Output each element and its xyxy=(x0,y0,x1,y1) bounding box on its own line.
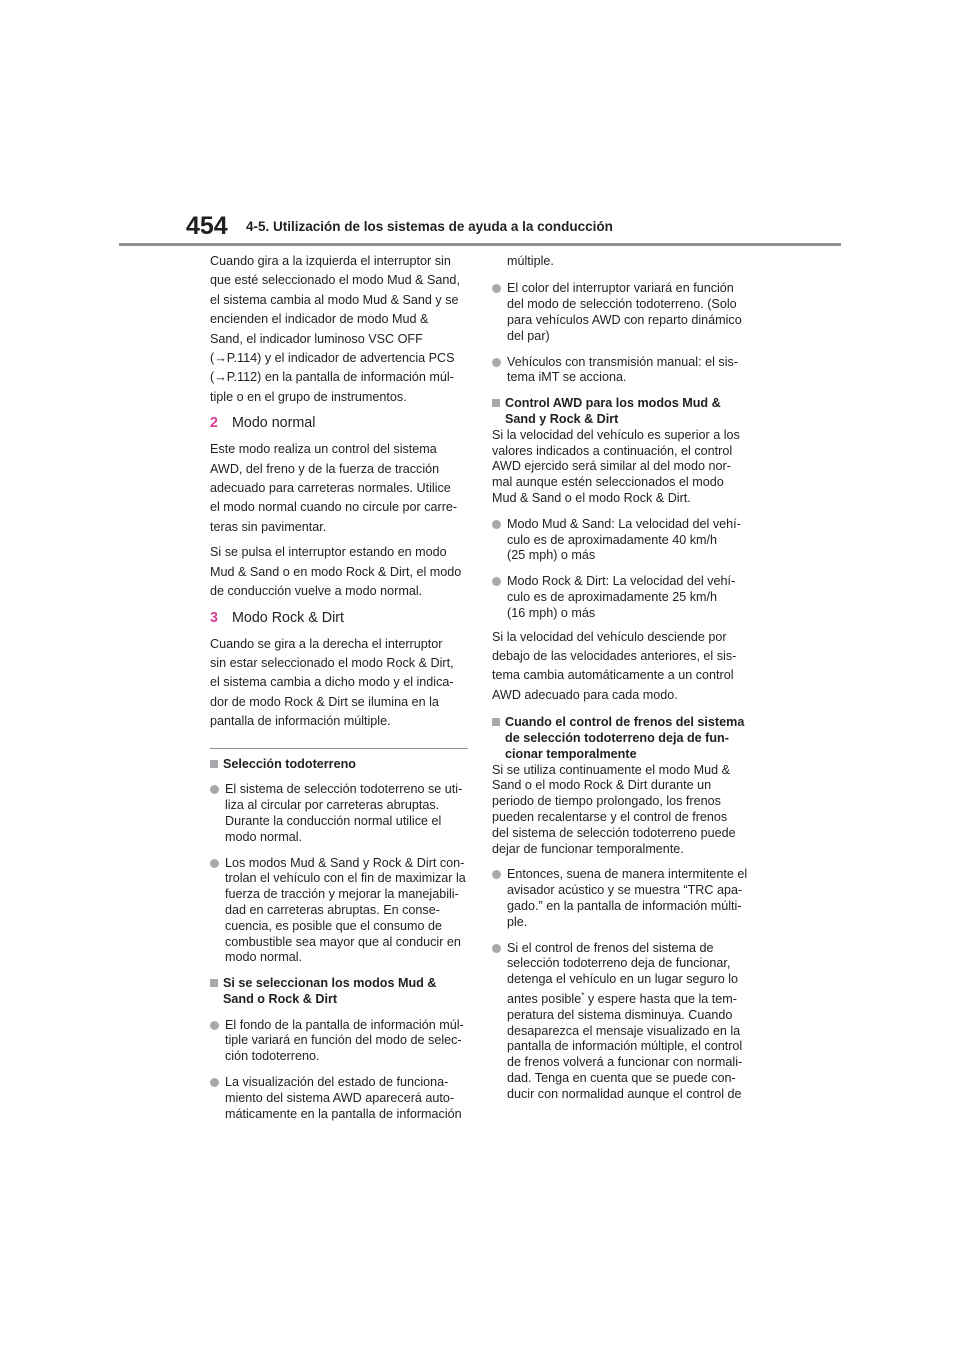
text-line: combustible sea mayor que al conducir en xyxy=(225,934,461,949)
awd-paragraph-2 xyxy=(492,628,750,706)
mode-number: 2 xyxy=(210,415,218,432)
bullet-item xyxy=(492,355,750,387)
text-line: encienden el indicador de modo Mud & xyxy=(210,312,429,327)
mode-number: 3 xyxy=(210,609,218,626)
text-line: valores indicados a continuación, el control xyxy=(492,443,733,458)
text-fragment: y espere hasta que la tem- xyxy=(584,991,737,1006)
heading-text: Control AWD para los modos Mud & xyxy=(505,396,721,411)
text-line: mal aunque estén seleccionados el modo xyxy=(492,475,724,490)
text-line: Cuando se gira a la derecha el interruptor xyxy=(210,636,443,651)
text-line: modo normal. xyxy=(225,829,302,844)
footnote-marker: * xyxy=(581,990,585,1000)
text-line: Si el control de frenos del sistema de xyxy=(507,940,714,955)
continued-text: múltiple. xyxy=(507,254,554,268)
text-line: El color del interruptor variará en función xyxy=(507,281,734,296)
text-line: pantalla de información múltiple, el control xyxy=(507,1039,743,1054)
intro-paragraph xyxy=(210,252,468,407)
heading-text: Sand y Rock & Dirt xyxy=(505,411,619,426)
bullet-item xyxy=(492,867,750,930)
text-line: detenga el vehículo en un lugar seguro lo xyxy=(507,972,739,987)
text-line: El fondo de la pantalla de información múl- xyxy=(225,1017,464,1032)
circle-bullet-icon xyxy=(210,1078,219,1087)
text-line: dad. Tenga en cuenta que se puede con- xyxy=(507,1070,736,1085)
text-line: Los modos Mud & Sand y Rock & Dirt con- xyxy=(225,855,465,870)
heading-text: Cuando el control de frenos del sistema xyxy=(505,715,745,730)
square-bullet-icon xyxy=(210,760,218,768)
text-line: ple. xyxy=(507,914,528,929)
text-line: La visualización del estado de funciona- xyxy=(225,1075,449,1090)
mode-rock-dirt-heading xyxy=(210,608,468,629)
brake-paragraph xyxy=(492,763,750,858)
text-line: del modo de selección todoterreno. (Solo xyxy=(507,297,737,312)
text-line: tema iMT se acciona. xyxy=(507,370,627,385)
bullet-item xyxy=(492,517,750,564)
text-line: del sistema de selección todoterreno puede xyxy=(492,825,736,840)
heading-control-awd xyxy=(492,396,750,428)
heading-text: Sand o Rock & Dirt xyxy=(223,991,338,1006)
text-line: (25 mph) o más xyxy=(507,548,596,563)
bullet-item xyxy=(492,281,750,344)
text-line: Modo Mud & Sand: La velocidad del vehí- xyxy=(507,516,741,531)
text-line: Si se pulsa el interruptor estando en modo xyxy=(210,545,447,560)
text-line: peratura del sistema disminuya. Cuando xyxy=(507,1007,733,1022)
text-line: pantalla de información múltiple. xyxy=(210,714,391,729)
text-line: Cuando gira a la izquierda el interruptor sin xyxy=(210,254,451,268)
text-line: que esté seleccionado el modo Mud & Sand, xyxy=(210,273,460,288)
text-line: de frenos volverá a funcionar con normali- xyxy=(507,1055,743,1070)
text-line: ción todoterreno. xyxy=(225,1049,320,1064)
text-line: selección todoterreno deja de funcionar, xyxy=(507,956,731,971)
heading-text: Selección todoterreno xyxy=(223,756,356,771)
text-line: Sand o el modo Rock & Dirt durante un xyxy=(492,778,712,793)
mode-normal-paragraph-2 xyxy=(210,543,468,601)
text-line: Si la velocidad del vehículo es superior a los xyxy=(492,427,740,442)
text-line: el sistema cambia al modo Mud & Sand y se xyxy=(210,292,459,307)
text-line: debajo de las velocidades anteriores, el sis- xyxy=(492,648,737,663)
text-line: culo es de aproximadamente 25 km/h xyxy=(507,589,718,604)
text-line: Durante la conducción normal utilice el xyxy=(225,813,442,828)
heading-text: de selección todoterreno deja de fun- xyxy=(505,730,729,745)
text-line: trolan el vehículo con el fin de maximizar la xyxy=(225,871,466,886)
text-line: modo normal. xyxy=(225,950,302,965)
mode-normal-heading xyxy=(210,413,468,434)
heading-control-frenos xyxy=(492,715,750,762)
text-line: AWD adecuado para cada modo. xyxy=(492,687,678,702)
page-number: 454 xyxy=(186,212,228,240)
text-line: sin estar seleccionado el modo Rock & Dirt, xyxy=(210,655,454,670)
text-line: ducir con normalidad aunque el control de xyxy=(507,1086,742,1101)
text-line: de conducción vuelve a modo normal. xyxy=(210,584,423,599)
mode-title: Modo Rock & Dirt xyxy=(232,609,345,626)
text-line: periodo de tiempo prolongado, los frenos xyxy=(492,794,721,809)
square-bullet-icon xyxy=(210,979,218,987)
text-line: (→P.114) y el indicador de advertencia PCS xyxy=(210,351,455,366)
text-line: miento del sistema AWD aparecerá auto- xyxy=(225,1090,455,1105)
header-rule xyxy=(119,243,841,246)
circle-bullet-icon xyxy=(492,284,501,293)
circle-bullet-icon xyxy=(492,944,501,953)
text-line: dor de modo Rock & Dirt se ilumina en la xyxy=(210,694,439,709)
heading-modos-seleccionados xyxy=(210,976,468,1008)
text-line: (→P.112) en la pantalla de información múl- xyxy=(210,370,454,385)
text-line: avisador acústico y se muestra “TRC apa- xyxy=(507,883,743,898)
square-bullet-icon xyxy=(492,399,500,407)
text-line: tema cambia automáticamente a un control xyxy=(492,668,734,683)
text-line: culo es de aproximadamente 40 km/h xyxy=(507,532,718,547)
text-line: liza al circular por carreteras abruptas. xyxy=(225,798,440,813)
bullet-item xyxy=(210,1075,468,1122)
mode-rock-dirt-paragraph xyxy=(210,635,468,732)
text-line: del par) xyxy=(507,328,550,343)
text-line: AWD, del freno y de la fuerza de tracción xyxy=(210,461,440,476)
left-column xyxy=(210,252,468,1122)
text-line xyxy=(507,992,742,1008)
text-line: Si la velocidad del vehículo desciende por xyxy=(492,629,727,644)
text-line: el sistema cambia a dicho modo y el indica- xyxy=(210,675,454,690)
text-line: tiple o en el grupo de instrumentos. xyxy=(210,389,407,404)
awd-paragraph xyxy=(492,428,750,507)
text-line: (16 mph) o más xyxy=(507,605,596,620)
text-line: fuerza de tracción y mejorar la manejabili- xyxy=(225,887,459,902)
text-line: Modo Rock & Dirt: La velocidad del vehí- xyxy=(507,574,736,589)
text-line: Mud & Sand o el modo Rock & Dirt. xyxy=(492,490,691,505)
text-line: Si se utiliza continuamente el modo Mud & xyxy=(492,762,731,777)
heading-text: cionar temporalmente xyxy=(505,746,637,761)
circle-bullet-icon xyxy=(492,358,501,367)
text-line: El sistema de selección todoterreno se uti- xyxy=(225,782,463,797)
text-line: máticamente en la pantalla de información xyxy=(225,1106,462,1121)
text-line: dad en carreteras abruptas. En conse- xyxy=(225,902,440,917)
text-line: Vehículos con transmisión manual: el sis- xyxy=(507,354,738,369)
circle-bullet-icon xyxy=(210,785,219,794)
bullet-item xyxy=(492,941,750,1103)
text-line: dejar de funcionar temporalmente. xyxy=(492,841,684,856)
text-line: Sand, el indicador luminoso VSC OFF xyxy=(210,331,423,346)
square-bullet-icon xyxy=(492,718,500,726)
bullet-item xyxy=(210,856,468,967)
mode-normal-paragraph-1 xyxy=(210,440,468,537)
text-fragment: antes posible xyxy=(507,991,582,1006)
circle-bullet-icon xyxy=(210,859,219,868)
bullet-item xyxy=(492,574,750,621)
text-line: tiple variará en función del modo de selec- xyxy=(225,1033,462,1048)
text-line: Este modo realiza un control del sistema xyxy=(210,442,437,457)
text-line: AWD ejercido será similar al del modo nor- xyxy=(492,459,731,474)
circle-bullet-icon xyxy=(492,520,501,529)
text-line: pueden recalentarse y el control de frenos xyxy=(492,809,728,824)
section-divider xyxy=(210,748,468,749)
text-line: Entonces, suena de manera intermitente el xyxy=(507,867,748,882)
circle-bullet-icon xyxy=(492,577,501,586)
text-line: el modo normal cuando no circule por carre- xyxy=(210,500,458,515)
text-line: Mud & Sand o en modo Rock & Dirt, el modo xyxy=(210,564,462,579)
right-column xyxy=(492,252,750,1103)
text-line: adecuado para carreteras normales. Utilice xyxy=(210,481,451,496)
section-title: 4-5. Utilización de los sistemas de ayuda a la conducción xyxy=(246,219,613,234)
bullet-item xyxy=(210,1018,468,1065)
text-line: gado.” en la pantalla de información múlti- xyxy=(507,898,742,913)
text-line: cuencia, es posible que el consumo de xyxy=(225,918,443,933)
circle-bullet-icon xyxy=(210,1021,219,1030)
mode-title: Modo normal xyxy=(232,415,316,432)
text-line: desaparezca el mensaje visualizado en la xyxy=(507,1023,741,1038)
heading-text: Si se seleccionan los modos Mud & xyxy=(223,976,437,991)
text-line: teras sin pavimentar. xyxy=(210,519,327,534)
text-line: para vehículos AWD con reparto dinámico xyxy=(507,313,742,327)
bullet-item xyxy=(210,782,468,845)
heading-seleccion-todoterreno xyxy=(210,757,468,773)
circle-bullet-icon xyxy=(492,870,501,879)
